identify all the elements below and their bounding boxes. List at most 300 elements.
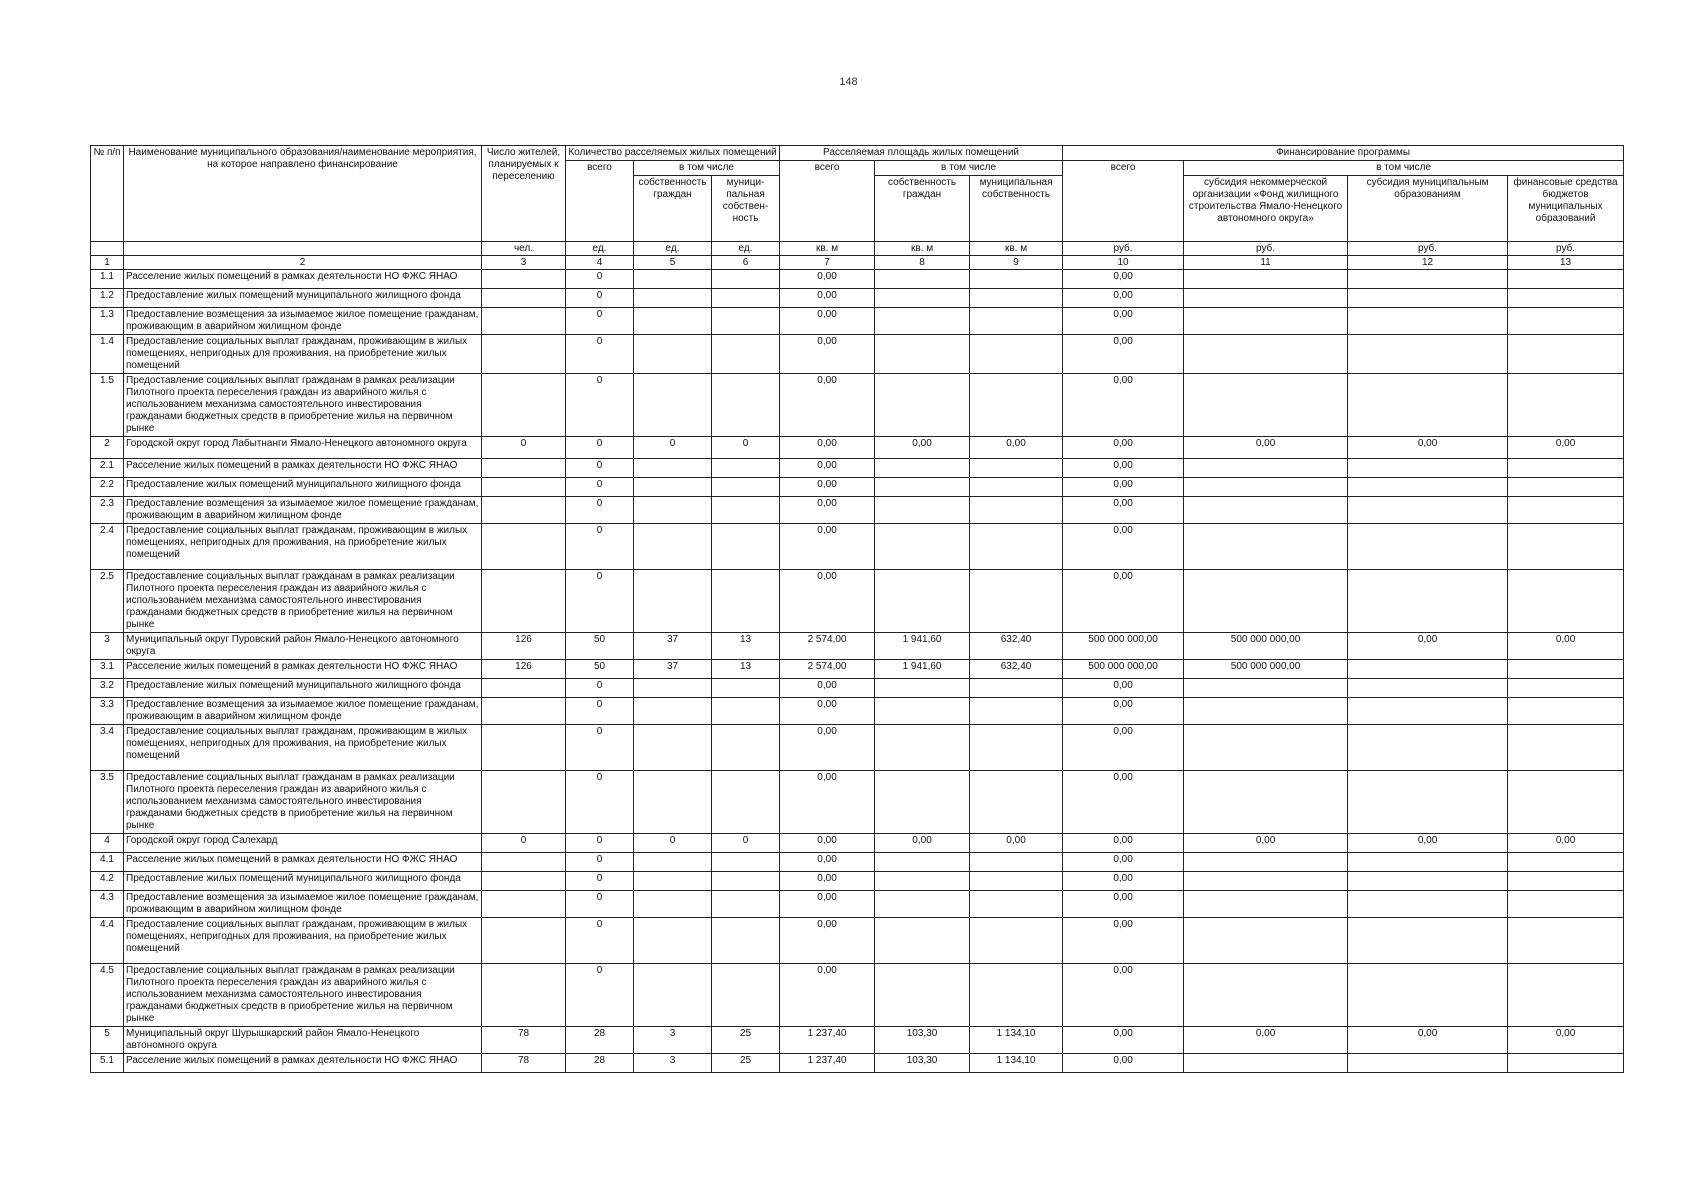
row-name-cell: Предоставление социальных выплат гражданам в рамках реализации Пилотного проекта переселения граждан из аварийного жилья с использованием механизма самостоятельного инвестирования гражданами бюджетных средств в приобретение жилья на первичном рынке bbox=[124, 570, 482, 633]
row-number-cell: 2.1 bbox=[91, 459, 124, 478]
value-cell: 0,00 bbox=[1348, 1027, 1508, 1054]
value-cell bbox=[1348, 459, 1508, 478]
value-cell bbox=[1508, 374, 1624, 437]
row-name-cell: Предоставление социальных выплат гражданам в рамках реализации Пилотного проекта переселения граждан из аварийного жилья с использованием механизма самостоятельного инвестирования гражданами бюджетных средств в приобретение жилья на первичном рынке bbox=[124, 964, 482, 1027]
value-cell: 0,00 bbox=[1348, 437, 1508, 459]
header-budget-funds: финансовые средства бюджетов муниципальных образований bbox=[1508, 176, 1624, 242]
value-cell bbox=[1508, 964, 1624, 1027]
value-cell bbox=[1348, 308, 1508, 335]
value-cell bbox=[1508, 570, 1624, 633]
value-cell: 0,00 bbox=[1348, 633, 1508, 660]
row-number-cell: 4.5 bbox=[91, 964, 124, 1027]
value-cell: 0,00 bbox=[1063, 459, 1184, 478]
value-cell bbox=[1184, 964, 1348, 1027]
value-cell bbox=[712, 679, 780, 698]
value-cell: 500 000 000,00 bbox=[1184, 633, 1348, 660]
row-name-cell: Расселение жилых помещений в рамках деятельности НО ФЖС ЯНАО bbox=[124, 459, 482, 478]
value-cell bbox=[875, 374, 970, 437]
value-cell bbox=[482, 771, 566, 834]
value-cell: 126 bbox=[482, 660, 566, 679]
value-cell bbox=[1348, 289, 1508, 308]
value-cell bbox=[1508, 308, 1624, 335]
value-cell bbox=[970, 771, 1063, 834]
value-cell: 2 574,00 bbox=[780, 660, 875, 679]
column-number: 6 bbox=[712, 256, 780, 270]
value-cell bbox=[634, 771, 712, 834]
value-cell: 0,00 bbox=[1063, 1054, 1184, 1073]
value-cell: 50 bbox=[566, 633, 634, 660]
header-subsidy-fund: субсидия некоммерческой организации «Фонд жилищного строительства Ямало-Ненецкого автономного округа» bbox=[1184, 176, 1348, 242]
value-cell bbox=[712, 497, 780, 524]
header-area-own-citizens: собственность граждан bbox=[875, 176, 970, 242]
value-cell bbox=[482, 698, 566, 725]
value-cell: 0,00 bbox=[1508, 834, 1624, 853]
header-area-incl: в том числе bbox=[875, 161, 1063, 176]
unit-cell: чел. bbox=[482, 242, 566, 256]
table-row bbox=[91, 270, 1624, 289]
value-cell: 0 bbox=[566, 374, 634, 437]
table-row bbox=[91, 853, 1624, 872]
value-cell bbox=[1184, 308, 1348, 335]
value-cell: 0,00 bbox=[780, 570, 875, 633]
page-number: 148 bbox=[839, 76, 858, 88]
units-row bbox=[91, 242, 1624, 256]
value-cell bbox=[634, 698, 712, 725]
column-number: 13 bbox=[1508, 256, 1624, 270]
value-cell bbox=[1184, 853, 1348, 872]
value-cell bbox=[970, 918, 1063, 964]
header-rooms-group: Количество расселяемых жилых помещений bbox=[566, 146, 780, 161]
row-number-cell: 2 bbox=[91, 437, 124, 459]
value-cell bbox=[634, 964, 712, 1027]
row-name-cell: Предоставление жилых помещений муниципального жилищного фонда bbox=[124, 478, 482, 497]
value-cell: 0 bbox=[566, 853, 634, 872]
column-number: 4 bbox=[566, 256, 634, 270]
value-cell bbox=[634, 524, 712, 570]
value-cell: 0 bbox=[634, 437, 712, 459]
value-cell bbox=[712, 891, 780, 918]
value-cell bbox=[712, 698, 780, 725]
value-cell: 500 000 000,00 bbox=[1063, 633, 1184, 660]
table-row bbox=[91, 308, 1624, 335]
row-number-cell: 4.3 bbox=[91, 891, 124, 918]
value-cell bbox=[970, 872, 1063, 891]
value-cell: 0 bbox=[566, 872, 634, 891]
value-cell: 0 bbox=[566, 335, 634, 374]
value-cell bbox=[1508, 524, 1624, 570]
value-cell bbox=[482, 853, 566, 872]
row-number-cell: 3.1 bbox=[91, 660, 124, 679]
value-cell bbox=[634, 308, 712, 335]
value-cell bbox=[1184, 725, 1348, 771]
value-cell: 0,00 bbox=[780, 918, 875, 964]
table-row bbox=[91, 698, 1624, 725]
value-cell bbox=[712, 771, 780, 834]
value-cell: 0,00 bbox=[1063, 872, 1184, 891]
value-cell: 0,00 bbox=[1063, 374, 1184, 437]
value-cell bbox=[970, 853, 1063, 872]
value-cell bbox=[1184, 497, 1348, 524]
value-cell bbox=[875, 459, 970, 478]
unit-cell: кв. м bbox=[780, 242, 875, 256]
value-cell bbox=[1348, 771, 1508, 834]
value-cell: 0,00 bbox=[1063, 918, 1184, 964]
header-rooms-total: всего bbox=[566, 161, 634, 242]
value-cell: 0 bbox=[566, 459, 634, 478]
value-cell bbox=[1508, 918, 1624, 964]
row-number-cell: 4.2 bbox=[91, 872, 124, 891]
value-cell: 0,00 bbox=[1063, 308, 1184, 335]
table-row bbox=[91, 660, 1624, 679]
value-cell: 0,00 bbox=[780, 497, 875, 524]
value-cell bbox=[1184, 891, 1348, 918]
value-cell: 0,00 bbox=[780, 459, 875, 478]
row-number-cell: 3.4 bbox=[91, 725, 124, 771]
header-rooms-own-citizens: собственность граждан bbox=[634, 176, 712, 242]
value-cell bbox=[482, 725, 566, 771]
table-row bbox=[91, 633, 1624, 660]
row-number-cell: 2.3 bbox=[91, 497, 124, 524]
row-name-cell: Предоставление жилых помещений муниципального жилищного фонда bbox=[124, 679, 482, 698]
value-cell: 13 bbox=[712, 633, 780, 660]
value-cell bbox=[634, 918, 712, 964]
row-name-cell: Муниципальный округ Пуровский район Ямало-Ненецкого автономного округа bbox=[124, 633, 482, 660]
value-cell bbox=[712, 872, 780, 891]
value-cell: 0,00 bbox=[1063, 964, 1184, 1027]
value-cell bbox=[1508, 891, 1624, 918]
unit-cell: руб. bbox=[1348, 242, 1508, 256]
table-row bbox=[91, 459, 1624, 478]
value-cell bbox=[970, 964, 1063, 1027]
table-row bbox=[91, 1027, 1624, 1054]
row-name-cell: Предоставление социальных выплат гражданам, проживающим в жилых помещениях, непригодных для проживания, на приобретение жилых помещений bbox=[124, 524, 482, 570]
value-cell: 1 134,10 bbox=[970, 1027, 1063, 1054]
value-cell: 0,00 bbox=[780, 834, 875, 853]
value-cell: 0,00 bbox=[1063, 679, 1184, 698]
value-cell: 3 bbox=[634, 1054, 712, 1073]
column-number: 5 bbox=[634, 256, 712, 270]
column-number: 8 bbox=[875, 256, 970, 270]
value-cell: 0,00 bbox=[1063, 270, 1184, 289]
value-cell: 0,00 bbox=[1508, 437, 1624, 459]
value-cell: 0,00 bbox=[780, 698, 875, 725]
value-cell bbox=[1508, 270, 1624, 289]
value-cell: 500 000 000,00 bbox=[1063, 660, 1184, 679]
value-cell bbox=[712, 308, 780, 335]
value-cell bbox=[875, 771, 970, 834]
value-cell: 37 bbox=[634, 633, 712, 660]
value-cell: 0,00 bbox=[1063, 891, 1184, 918]
table-row bbox=[91, 335, 1624, 374]
value-cell bbox=[482, 918, 566, 964]
value-cell bbox=[1508, 853, 1624, 872]
value-cell: 1 941,60 bbox=[875, 660, 970, 679]
row-number-cell: 3.2 bbox=[91, 679, 124, 698]
table-row bbox=[91, 679, 1624, 698]
value-cell: 0,00 bbox=[1063, 771, 1184, 834]
value-cell bbox=[482, 270, 566, 289]
table-row bbox=[91, 374, 1624, 437]
table-row bbox=[91, 771, 1624, 834]
unit-cell: кв. м bbox=[875, 242, 970, 256]
value-cell bbox=[1184, 459, 1348, 478]
value-cell: 0 bbox=[566, 679, 634, 698]
value-cell: 0 bbox=[634, 834, 712, 853]
value-cell: 0,00 bbox=[1184, 834, 1348, 853]
value-cell bbox=[1508, 660, 1624, 679]
value-cell bbox=[970, 289, 1063, 308]
value-cell bbox=[1184, 1054, 1348, 1073]
table-row bbox=[91, 891, 1624, 918]
column-number: 10 bbox=[1063, 256, 1184, 270]
value-cell bbox=[875, 698, 970, 725]
row-name-cell: Городской округ город Лабытнанги Ямало-Ненецкого автономного округа bbox=[124, 437, 482, 459]
value-cell bbox=[634, 335, 712, 374]
row-number-cell: 1.4 bbox=[91, 335, 124, 374]
value-cell: 0 bbox=[566, 964, 634, 1027]
value-cell: 0,00 bbox=[780, 872, 875, 891]
value-cell bbox=[875, 270, 970, 289]
row-name-cell: Предоставление возмещения за изымаемое жилое помещение гражданам, проживающим в аварийном жилищном фонде bbox=[124, 891, 482, 918]
value-cell bbox=[1508, 771, 1624, 834]
value-cell: 126 bbox=[482, 633, 566, 660]
value-cell: 0 bbox=[566, 834, 634, 853]
value-cell: 0 bbox=[566, 478, 634, 497]
value-cell: 0,00 bbox=[1063, 853, 1184, 872]
value-cell bbox=[482, 374, 566, 437]
row-name-cell: Предоставление социальных выплат гражданам в рамках реализации Пилотного проекта переселения граждан из аварийного жилья с использованием механизма самостоятельного инвестирования гражданами бюджетных средств в приобретение жилья на первичном рынке bbox=[124, 374, 482, 437]
value-cell: 0 bbox=[566, 771, 634, 834]
row-name-cell: Расселение жилых помещений в рамках деятельности НО ФЖС ЯНАО bbox=[124, 270, 482, 289]
value-cell bbox=[875, 335, 970, 374]
table-header bbox=[91, 146, 1624, 270]
value-cell: 0,00 bbox=[970, 437, 1063, 459]
value-cell bbox=[712, 964, 780, 1027]
row-name-cell: Предоставление жилых помещений муниципального жилищного фонда bbox=[124, 872, 482, 891]
value-cell bbox=[1184, 698, 1348, 725]
row-number-cell: 5.1 bbox=[91, 1054, 124, 1073]
value-cell bbox=[970, 725, 1063, 771]
value-cell bbox=[712, 918, 780, 964]
value-cell bbox=[712, 270, 780, 289]
header-no: № п/п bbox=[91, 146, 124, 242]
value-cell bbox=[482, 964, 566, 1027]
row-number-cell: 1.3 bbox=[91, 308, 124, 335]
value-cell bbox=[970, 679, 1063, 698]
table-row bbox=[91, 289, 1624, 308]
value-cell: 25 bbox=[712, 1054, 780, 1073]
value-cell bbox=[970, 698, 1063, 725]
header-residents: Число жителей, планируемых к переселению bbox=[482, 146, 566, 242]
value-cell: 0,00 bbox=[1508, 633, 1624, 660]
value-cell: 0,00 bbox=[875, 437, 970, 459]
value-cell bbox=[1508, 478, 1624, 497]
header-name: Наименование муниципального образования/наименование мероприятия, на которое направлено финансирование bbox=[124, 146, 482, 242]
value-cell bbox=[712, 335, 780, 374]
table-row bbox=[91, 437, 1624, 459]
value-cell bbox=[1184, 771, 1348, 834]
value-cell bbox=[875, 853, 970, 872]
row-name-cell: Предоставление социальных выплат гражданам, проживающим в жилых помещениях, непригодных для проживания, на приобретение жилых помещений bbox=[124, 335, 482, 374]
value-cell bbox=[875, 308, 970, 335]
value-cell bbox=[970, 270, 1063, 289]
value-cell: 0,00 bbox=[780, 725, 875, 771]
value-cell bbox=[634, 853, 712, 872]
value-cell: 0,00 bbox=[780, 437, 875, 459]
value-cell bbox=[712, 725, 780, 771]
table-row bbox=[91, 524, 1624, 570]
value-cell bbox=[634, 570, 712, 633]
row-name-cell: Предоставление социальных выплат гражданам, проживающим в жилых помещениях, непригодных для проживания, на приобретение жилых помещений bbox=[124, 918, 482, 964]
row-name-cell: Расселение жилых помещений в рамках деятельности НО ФЖС ЯНАО bbox=[124, 660, 482, 679]
value-cell: 0,00 bbox=[1063, 289, 1184, 308]
value-cell bbox=[482, 891, 566, 918]
table-body bbox=[91, 270, 1624, 1073]
value-cell: 0,00 bbox=[780, 524, 875, 570]
row-name-cell: Предоставление возмещения за изымаемое жилое помещение гражданам, проживающим в аварийном жилищном фонде bbox=[124, 698, 482, 725]
value-cell: 0 bbox=[566, 289, 634, 308]
value-cell bbox=[970, 524, 1063, 570]
value-cell bbox=[1508, 872, 1624, 891]
table-row bbox=[91, 1054, 1624, 1073]
header-rooms-muni-own: муници-пальная собствен-ность bbox=[712, 176, 780, 242]
value-cell: 0,00 bbox=[780, 964, 875, 1027]
value-cell bbox=[482, 497, 566, 524]
value-cell bbox=[1184, 918, 1348, 964]
value-cell bbox=[482, 679, 566, 698]
value-cell bbox=[875, 478, 970, 497]
value-cell: 0 bbox=[566, 891, 634, 918]
value-cell bbox=[482, 570, 566, 633]
value-cell bbox=[1348, 270, 1508, 289]
value-cell bbox=[1508, 289, 1624, 308]
value-cell: 0 bbox=[566, 918, 634, 964]
row-name-cell: Расселение жилых помещений в рамках деятельности НО ФЖС ЯНАО bbox=[124, 853, 482, 872]
value-cell bbox=[1184, 679, 1348, 698]
value-cell bbox=[1348, 853, 1508, 872]
column-numbers-row bbox=[91, 256, 1624, 270]
value-cell bbox=[1348, 872, 1508, 891]
value-cell bbox=[1184, 524, 1348, 570]
value-cell bbox=[634, 289, 712, 308]
row-number-cell: 3.5 bbox=[91, 771, 124, 834]
unit-cell: ед. bbox=[566, 242, 634, 256]
value-cell: 50 bbox=[566, 660, 634, 679]
value-cell: 103,30 bbox=[875, 1054, 970, 1073]
table-row bbox=[91, 964, 1624, 1027]
value-cell bbox=[634, 459, 712, 478]
value-cell bbox=[970, 308, 1063, 335]
table-row bbox=[91, 872, 1624, 891]
value-cell: 0,00 bbox=[1063, 725, 1184, 771]
value-cell bbox=[712, 374, 780, 437]
value-cell bbox=[1348, 524, 1508, 570]
value-cell: 0,00 bbox=[1508, 1027, 1624, 1054]
value-cell: 632,40 bbox=[970, 633, 1063, 660]
value-cell: 0,00 bbox=[1063, 335, 1184, 374]
table-row bbox=[91, 478, 1624, 497]
value-cell bbox=[1348, 660, 1508, 679]
value-cell bbox=[970, 891, 1063, 918]
row-name-cell: Предоставление жилых помещений муниципального жилищного фонда bbox=[124, 289, 482, 308]
value-cell bbox=[1508, 335, 1624, 374]
value-cell: 0,00 bbox=[1063, 698, 1184, 725]
value-cell bbox=[1508, 725, 1624, 771]
value-cell bbox=[970, 335, 1063, 374]
row-name-cell: Расселение жилых помещений в рамках деятельности НО ФЖС ЯНАО bbox=[124, 1054, 482, 1073]
column-number: 12 bbox=[1348, 256, 1508, 270]
value-cell: 37 bbox=[634, 660, 712, 679]
value-cell bbox=[482, 872, 566, 891]
value-cell: 0,00 bbox=[780, 478, 875, 497]
value-cell bbox=[1348, 570, 1508, 633]
value-cell bbox=[1184, 478, 1348, 497]
value-cell bbox=[634, 270, 712, 289]
row-number-cell: 5 bbox=[91, 1027, 124, 1054]
value-cell: 2 574,00 bbox=[780, 633, 875, 660]
value-cell bbox=[634, 497, 712, 524]
row-number-cell: 3 bbox=[91, 633, 124, 660]
unit-cell: руб. bbox=[1063, 242, 1184, 256]
value-cell: 0,00 bbox=[780, 771, 875, 834]
value-cell bbox=[970, 478, 1063, 497]
row-name-cell: Предоставление социальных выплат гражданам, проживающим в жилых помещениях, непригодных для проживания, на приобретение жилых помещений bbox=[124, 725, 482, 771]
value-cell: 78 bbox=[482, 1054, 566, 1073]
value-cell bbox=[1348, 891, 1508, 918]
row-number-cell: 4 bbox=[91, 834, 124, 853]
value-cell bbox=[1508, 459, 1624, 478]
value-cell: 0 bbox=[566, 437, 634, 459]
header-area-muni-own: муниципальная собственность bbox=[970, 176, 1063, 242]
value-cell: 0,00 bbox=[1063, 524, 1184, 570]
value-cell: 0 bbox=[712, 834, 780, 853]
value-cell: 103,30 bbox=[875, 1027, 970, 1054]
value-cell bbox=[482, 335, 566, 374]
unit-cell: кв. м bbox=[970, 242, 1063, 256]
row-number-cell: 1.5 bbox=[91, 374, 124, 437]
value-cell: 500 000 000,00 bbox=[1184, 660, 1348, 679]
value-cell bbox=[1184, 270, 1348, 289]
value-cell: 0,00 bbox=[1063, 570, 1184, 633]
value-cell bbox=[1348, 679, 1508, 698]
value-cell bbox=[482, 289, 566, 308]
value-cell: 0,00 bbox=[780, 853, 875, 872]
value-cell bbox=[1184, 872, 1348, 891]
value-cell bbox=[1348, 964, 1508, 1027]
table-row bbox=[91, 725, 1624, 771]
resettlement-finance-table bbox=[90, 145, 1624, 1073]
value-cell bbox=[712, 289, 780, 308]
value-cell bbox=[970, 570, 1063, 633]
value-cell: 0,00 bbox=[1184, 437, 1348, 459]
value-cell bbox=[875, 872, 970, 891]
value-cell bbox=[482, 524, 566, 570]
value-cell: 28 bbox=[566, 1027, 634, 1054]
column-number: 3 bbox=[482, 256, 566, 270]
value-cell: 1 941,60 bbox=[875, 633, 970, 660]
value-cell: 632,40 bbox=[970, 660, 1063, 679]
row-number-cell: 4.4 bbox=[91, 918, 124, 964]
value-cell bbox=[634, 679, 712, 698]
value-cell: 0,00 bbox=[1063, 834, 1184, 853]
row-number-cell: 2.5 bbox=[91, 570, 124, 633]
unit-cell: ед. bbox=[712, 242, 780, 256]
value-cell bbox=[1184, 335, 1348, 374]
value-cell bbox=[875, 891, 970, 918]
value-cell: 1 134,10 bbox=[970, 1054, 1063, 1073]
unit-cell: руб. bbox=[1508, 242, 1624, 256]
value-cell: 0,00 bbox=[875, 834, 970, 853]
